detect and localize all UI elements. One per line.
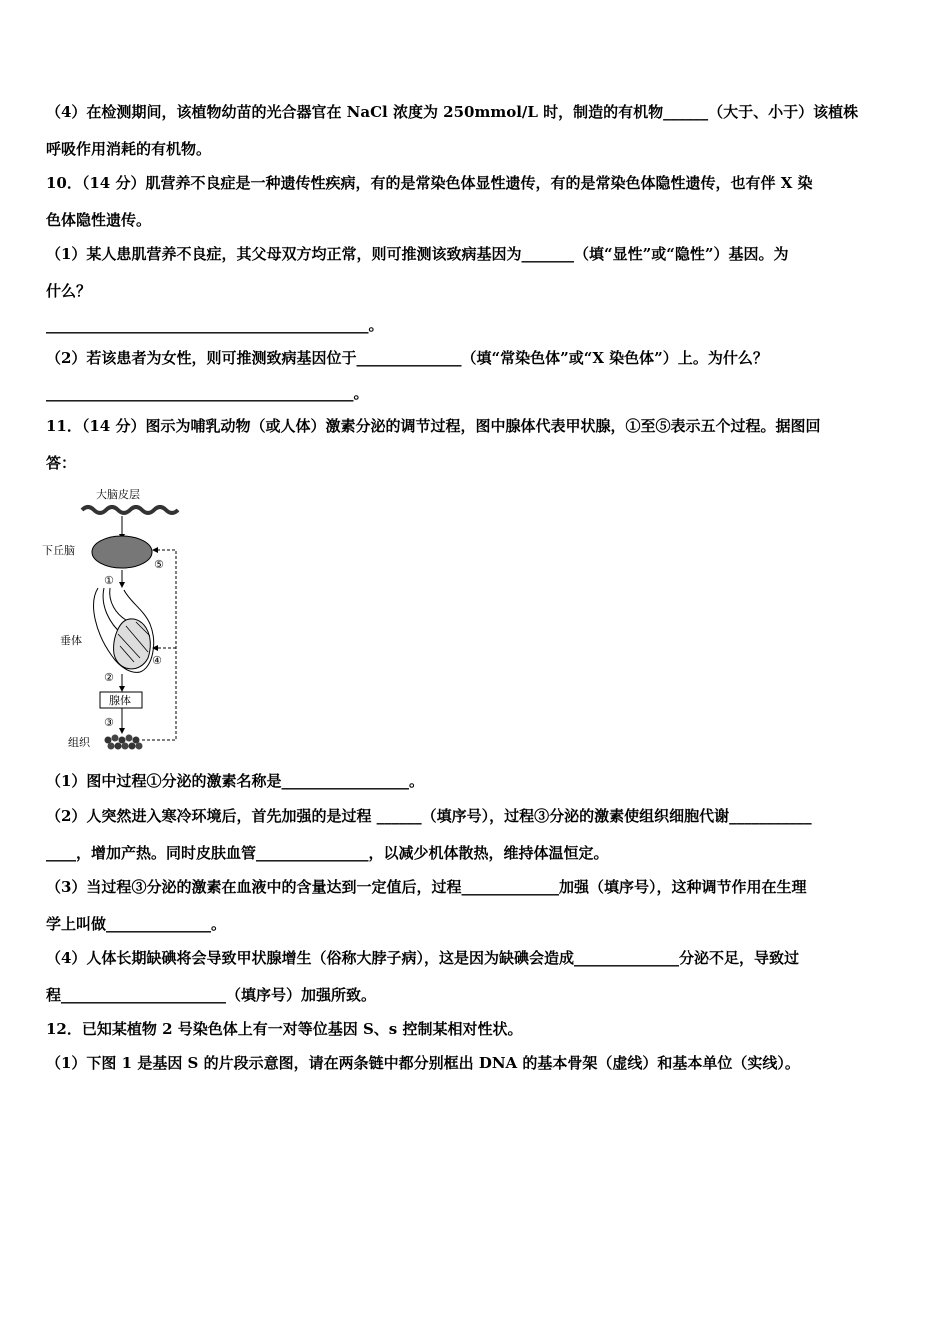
text-line: 什么？ [46,282,92,300]
pituitary-label: 垂体 [60,634,82,647]
text-line: （1）某人患肌营养不良症，其父母双方均正常，则可推测该致病基因为_______（填“显性”或“隐性”）基因。为 [46,245,789,263]
gland-label: 腺体 [109,694,131,707]
answer-blank: _________________________________________。 [46,384,369,402]
text-line: （4）人体长期缺碘将会导致甲状腺增生（俗称大脖子病），这是因为缺碘会造成______________分泌不足，导致过 [46,949,799,967]
hypothalamus-label: 下丘脑 [42,544,75,557]
question-10: 10．（14 分）肌营养不良症是一种遗传性疾病，有的是常染色体显性遗传，有的是常染色体隐性遗传，也有伴 X 染 [46,174,813,192]
question-12: 12．已知某植物 2 号染色体上有一对等位基因 S、s 控制某相对性状。 [46,1020,523,1038]
hormone-regulation-diagram [40,484,200,754]
cortex-band [82,507,178,513]
process-1-label: ① [104,574,114,587]
text-line: （2）若该患者为女性，则可推测致病基因位于______________（填“常染色体”或“X 染色体”）上。为什么？ [46,349,768,367]
text-line: 程______________________（填序号）加强所致。 [46,986,377,1004]
process-2-label: ② [104,671,114,684]
text-line: 色体隐性遗传。 [46,211,152,229]
question-11: 11．（14 分）图示为哺乳动物（或人体）激素分泌的调节过程，图中腺体代表甲状腺，①至⑤表示五个过程。据图回 [46,417,821,435]
process-3-label: ③ [104,716,114,729]
tissue-label: 组织 [68,736,90,749]
answer-blank: ___________________________________________。 [46,316,384,334]
tissue-cells [105,735,143,750]
text-line: （2）人突然进入寒冷环境后，首先加强的是过程 ______（填序号），过程③分泌的激素使组织细胞代谢___________ [46,807,812,825]
process-4-label: ④ [152,654,162,667]
text-line: 学上叫做______________。 [46,915,227,933]
text-line: 答： [46,454,77,472]
text-line: （1）下图 1 是基因 S 的片段示意图，请在两条链中都分别框出 DNA 的基本骨架（虚线）和基本单位（实线）。 [46,1054,800,1072]
text-line: ____，增加产热。同时皮肤血管_______________，以减少机体散热，维持体温恒定。 [46,844,609,862]
text-line: （1）图中过程①分泌的激素名称是_________________。 [46,772,424,790]
cortex-label: 大脑皮层 [96,488,140,501]
text-line: 呼吸作用消耗的有机物。 [46,140,212,158]
text-line: （3）当过程③分泌的激素在血液中的含量达到一定值后，过程_____________加强（填序号），这种调节作用在生理 [46,878,807,896]
process-5-label: ⑤ [154,558,164,571]
text-line: （4）在检测期间，该植物幼苗的光合器官在 NaCl 浓度为 250mmol/L 时，制造的有机物______（大于、小于）该植株 [46,103,859,121]
hypothalamus-shape [92,536,152,568]
